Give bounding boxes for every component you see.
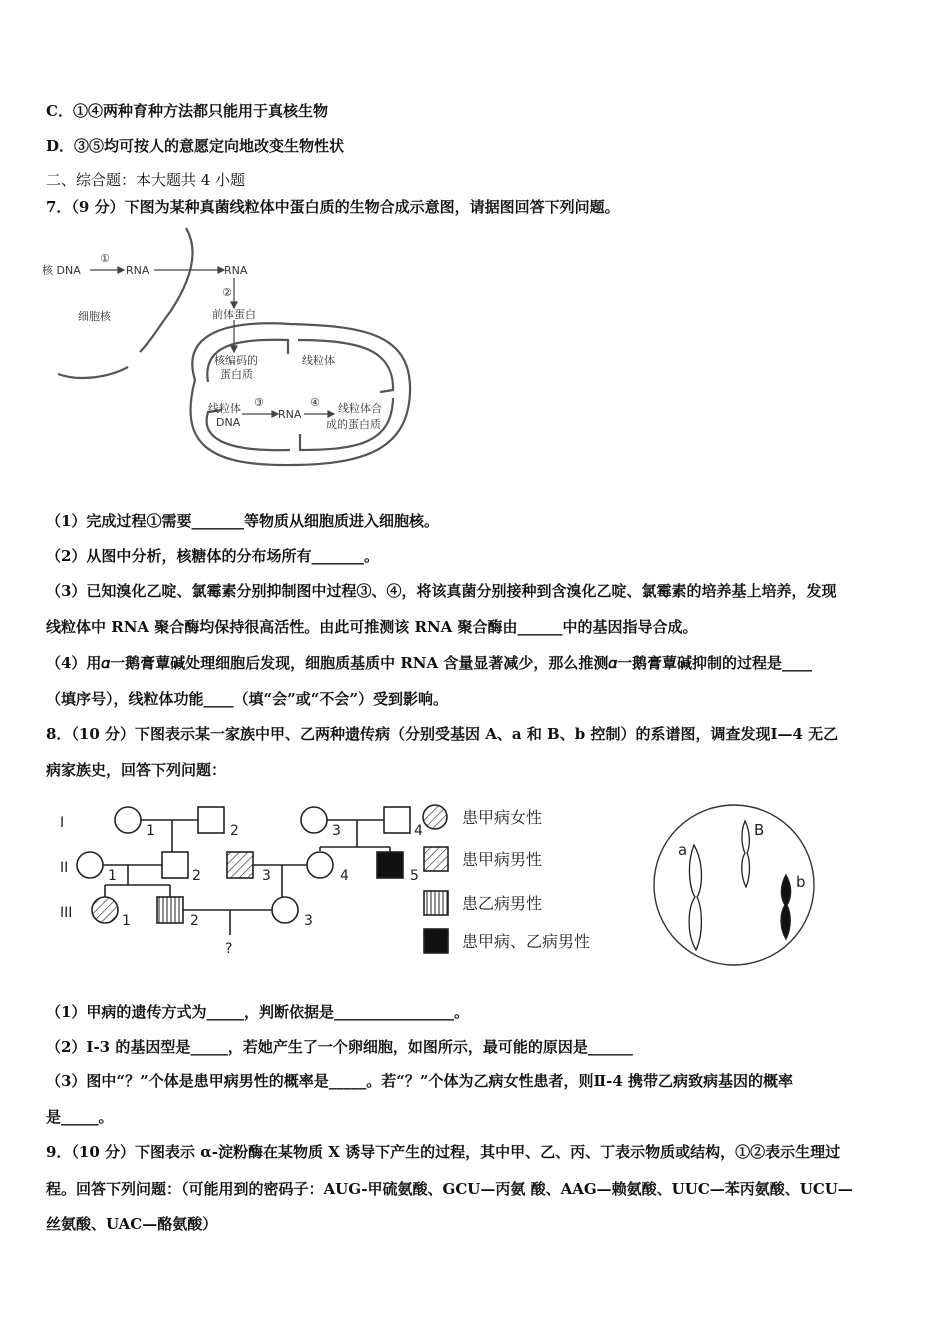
ind-I-2 <box>198 807 224 833</box>
unknown-offspring: ? <box>225 941 233 957</box>
gen-III: III <box>60 905 73 921</box>
q7-sub4-line2: （填序号），线粒体功能____（填“会”或“不会”）受到影响。 <box>46 690 449 708</box>
ind-II-3 <box>227 852 253 878</box>
label-nuclear-coded-2: 蛋白质 <box>220 368 253 381</box>
ind-II-5 <box>377 852 403 878</box>
label-rna-3: RNA <box>278 408 302 421</box>
cell-label-b: b <box>796 873 806 891</box>
label-rna-2: RNA <box>224 264 248 277</box>
legend-b-male: 患乙病男性 <box>462 894 543 913</box>
chromosome-B <box>742 821 750 887</box>
legend-a-male-symbol <box>424 847 448 871</box>
q9-line1: 9．（10 分）下图表示 α-淀粉酶在某物质 X 诱导下产生的过程，其中甲、乙、丙、丁表示物质或结构，①②表示生理过 <box>46 1143 841 1161</box>
label-mito-dna-2: DNA <box>216 416 241 429</box>
legend-ab-male-symbol <box>424 929 448 953</box>
q8-sub3-line2: 是_____。 <box>46 1108 114 1126</box>
section-title: 二、综合题：本大题共 4 小题 <box>46 171 246 189</box>
q7-sub1: （1）完成过程①需要_______等物质从细胞质进入细胞核。 <box>46 512 439 530</box>
label-mito-protein-2: 成的蛋白质 <box>326 418 381 431</box>
q8-stem-line1: 8．（10 分）下图表示某一家族中甲、乙两种遗传病（分别受基因 A、a 和 B、b 控制）的系谱图，调查发现Ⅰ—4 无乙 <box>46 725 839 743</box>
ind-II-2 <box>162 852 188 878</box>
ind-II-1 <box>77 852 103 878</box>
q8-stem-line2: 病家族史，回答下列问题： <box>46 761 227 779</box>
label-mito-protein-1: 线粒体合 <box>338 402 382 415</box>
num-II-5: 5 <box>410 868 419 884</box>
label-step-2: ② <box>222 286 232 299</box>
q7-sub2: （2）从图中分析，核糖体的分布场所有_______。 <box>46 547 379 565</box>
num-I-4: 4 <box>414 823 423 839</box>
q8-sub1: （1）甲病的遗传方式为_____，判断依据是________________。 <box>46 1003 469 1021</box>
q7-sub3-line2: 线粒体中 RNA 聚合酶均保持很高活性。由此可推测该 RNA 聚合酶由______中的基因指导合成。 <box>46 618 698 636</box>
num-I-3: 3 <box>332 823 341 839</box>
gen-I: I <box>60 815 65 831</box>
label-step-4: ④ <box>310 396 320 409</box>
num-II-2: 2 <box>192 868 201 884</box>
option-d: D．③⑤均可按人的意愿定向地改变生物性状 <box>46 137 345 155</box>
q9-line2: 程。回答下列问题：（可能用到的密码子：AUG-甲硫氨酸、GCU—丙氨 酸、AAG—赖氨酸、UUC—苯丙氨酸、UCU— <box>46 1180 853 1198</box>
label-nuclear-coded-1: 核编码的 <box>214 354 258 367</box>
num-III-1: 1 <box>122 913 131 929</box>
num-III-3: 3 <box>304 913 313 929</box>
q7-diagram <box>40 222 420 482</box>
legend-a-female-symbol <box>423 805 447 829</box>
legend-a-female: 患甲病女性 <box>462 808 543 827</box>
label-nuclear-dna: 核 DNA <box>42 264 81 277</box>
label-mito-dna-1: 线粒体 <box>208 402 241 415</box>
q8-figure <box>50 795 910 985</box>
nuclear-envelope-lower <box>58 367 128 378</box>
cell-label-B: B <box>754 821 765 839</box>
q9-line3: 丝氨酸、UAC—酪氨酸） <box>46 1215 218 1233</box>
q8-sub2: （2）Ⅰ-3 的基因型是_____，若她产生了一个卵细胞，如图所示，最可能的原因是______ <box>46 1038 633 1056</box>
ind-II-4 <box>307 852 333 878</box>
gen-II: II <box>60 860 69 876</box>
ind-I-4 <box>384 807 410 833</box>
q7-stem: 7．（9 分）下图为某种真菌线粒体中蛋白质的生物合成示意图，请据图回答下列问题。 <box>46 198 620 216</box>
q8-sub3-line1: （3）图中“？”个体是患甲病男性的概率是_____。若“？”个体为乙病女性患者，则Ⅱ-4 携带乙病致病基因的概率 <box>46 1072 793 1090</box>
num-I-2: 2 <box>230 823 239 839</box>
label-rna-1: RNA <box>126 264 150 277</box>
legend-ab-male: 患甲病、乙病男性 <box>462 932 591 951</box>
num-I-1: 1 <box>146 823 155 839</box>
cell-label-a: a <box>678 841 688 859</box>
label-step-3: ③ <box>254 396 264 409</box>
ind-III-1 <box>92 897 118 923</box>
ind-III-2 <box>157 897 183 923</box>
q7-sub3-line1: （3）已知溴化乙啶、氯霉素分别抑制图中过程③、④，将该真菌分别接种到含溴化乙啶、氯霉素的培养基上培养，发现 <box>46 582 837 600</box>
option-c: C．①④两种育种方法都只能用于真核生物 <box>46 102 328 120</box>
num-II-1: 1 <box>108 868 117 884</box>
label-step-1: ① <box>100 252 110 265</box>
label-nucleus: 细胞核 <box>78 310 111 323</box>
ind-I-1 <box>115 807 141 833</box>
legend-a-male: 患甲病男性 <box>462 850 543 869</box>
q7-sub4-line1: （4）用𝛼一鹅膏蕈碱处理细胞后发现，细胞质基质中 RNA 含量显著减少，那么推测𝛼一鹅膏蕈碱抑制的过程是____ <box>46 654 813 672</box>
num-II-4: 4 <box>340 868 349 884</box>
ind-I-3 <box>301 807 327 833</box>
ind-III-3 <box>272 897 298 923</box>
num-III-2: 2 <box>190 913 199 929</box>
chromosome-b <box>781 875 791 939</box>
label-mitochondrion: 线粒体 <box>302 354 335 367</box>
label-precursor-protein: 前体蛋白 <box>212 308 256 321</box>
legend-b-male-symbol <box>424 891 448 915</box>
chromosome-a <box>689 845 701 950</box>
nuclear-envelope-upper <box>140 228 193 352</box>
num-II-3: 3 <box>262 868 271 884</box>
